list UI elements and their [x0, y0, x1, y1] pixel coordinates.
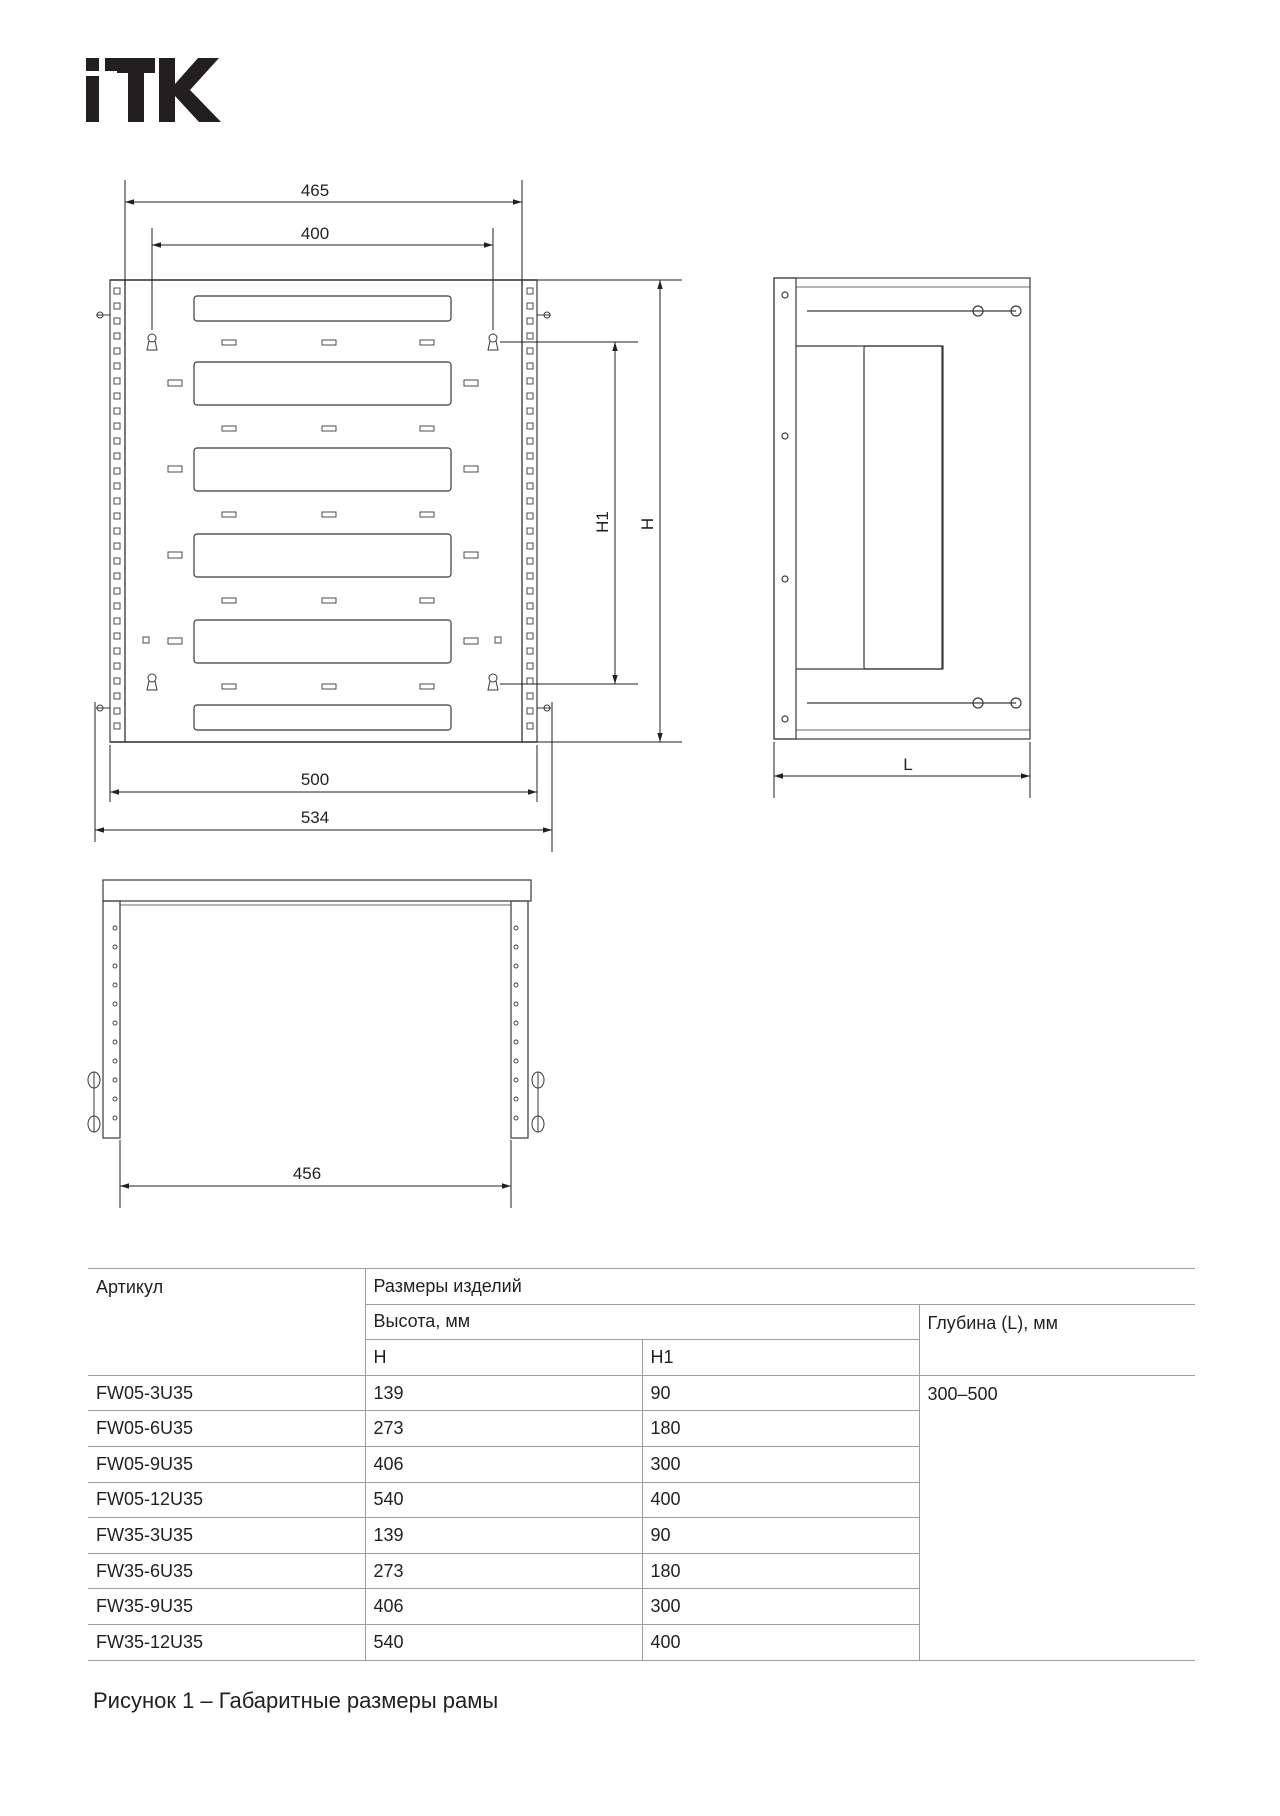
cell-h: 406 — [365, 1446, 642, 1482]
cell-article: FW35-3U35 — [88, 1518, 365, 1554]
cell-h1: 90 — [642, 1375, 919, 1411]
header-depth: Глубина (L), мм — [919, 1304, 1195, 1375]
cell-h1: 300 — [642, 1446, 919, 1482]
cell-h: 139 — [365, 1518, 642, 1554]
cell-h: 139 — [365, 1375, 642, 1411]
header-product-sizes: Размеры изделий — [365, 1269, 1195, 1305]
dim-l: L — [903, 755, 913, 774]
dim-465: 465 — [300, 181, 330, 200]
cell-article: FW05-9U35 — [88, 1446, 365, 1482]
cell-h1: 400 — [642, 1482, 919, 1518]
table-row — [88, 1375, 1195, 1411]
technical-drawing — [0, 150, 1280, 1220]
cell-h: 406 — [365, 1589, 642, 1625]
cell-depth: 300–500 — [919, 1375, 1195, 1660]
cell-h1: 400 — [642, 1624, 919, 1660]
header-h1: H1 — [642, 1340, 919, 1376]
cell-h: 540 — [365, 1624, 642, 1660]
itk-logo — [86, 58, 221, 122]
cell-article: FW35-9U35 — [88, 1589, 365, 1625]
dim-500: 500 — [300, 770, 330, 789]
side-view-dimensions — [774, 742, 1030, 798]
cell-article: FW05-12U35 — [88, 1482, 365, 1518]
dimensions-table — [88, 1268, 1195, 1661]
figure-caption: Рисунок 1 – Габаритные размеры рамы — [93, 1688, 499, 1713]
dim-456: 456 — [292, 1164, 322, 1183]
cell-h1: 300 — [642, 1589, 919, 1625]
cell-h: 273 — [365, 1553, 642, 1589]
dim-534: 534 — [300, 808, 330, 827]
cell-h: 273 — [365, 1411, 642, 1447]
dim-h1: H1 — [593, 511, 612, 533]
top-view — [88, 880, 544, 1138]
header-article: Артикул — [88, 1269, 365, 1376]
dim-400: 400 — [300, 224, 330, 243]
cell-article: FW05-3U35 — [88, 1375, 365, 1411]
front-view — [96, 280, 551, 742]
cell-h1: 90 — [642, 1518, 919, 1554]
cell-h1: 180 — [642, 1553, 919, 1589]
cell-article: FW35-12U35 — [88, 1624, 365, 1660]
cell-article: FW05-6U35 — [88, 1411, 365, 1447]
cell-article: FW35-6U35 — [88, 1553, 365, 1589]
header-height: Высота, мм — [365, 1304, 919, 1340]
dim-h: H — [638, 517, 657, 531]
cell-h: 540 — [365, 1482, 642, 1518]
header-h: H — [365, 1340, 642, 1376]
cell-h1: 180 — [642, 1411, 919, 1447]
side-view — [774, 278, 1030, 739]
